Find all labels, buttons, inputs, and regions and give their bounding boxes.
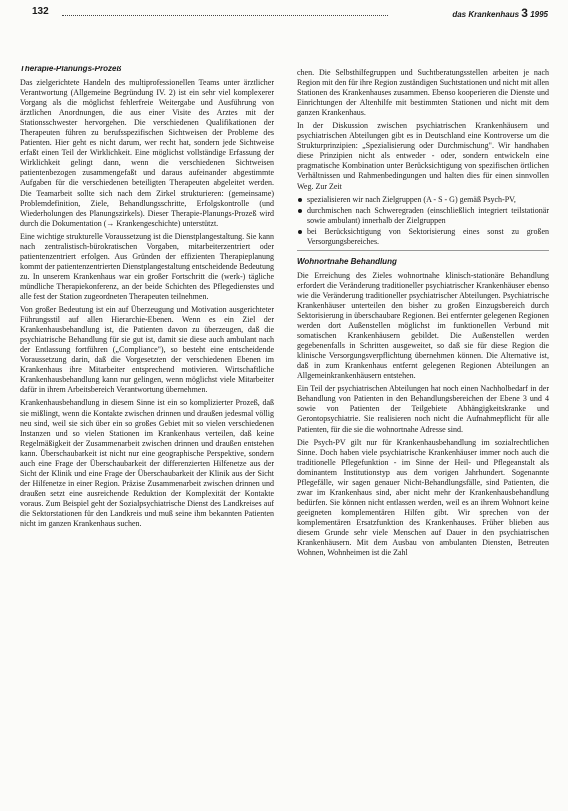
header-dotted-rule [62,15,388,16]
right-column [297,68,549,808]
body-paragraph: Krankenhausbehandlung in diesem Sinne ist ein so komplizierter Prozeß, daß sie mißlingt, wenn die Kontakte zwischen drinnen und draußen jedesmal völlig neu sind, weil sie sich über ein so großes Gebiet mit so vielen verschiedenen Instanzen und so vielen Stationen im Krankenhaus verteilen, daß keine Regelmäßigkeit der Zusammenarbeit zwischen drinnen und draußen entstehen kann. Überschaubarkeit ist nicht nur eine geographische Perspektive, sondern auch eine Frage der Überschaubarkeit der differenzierten Hilfenetze aus der Sicht der Klinik und eine Frage der Überschaubarkeit der Klinik aus der Sicht der Hilfenetze in einer Region. Präzise Zusammenarbeit zwischen drinnen und draußen setzt eine ausreichende Reduktion der Komplexität der Kontakte voraus. Zum Beispiel geht der Sozialpsychiatrische Dienst des Landkreises auf die Sektorstationen für den Landkreis und muß seine ihm bekannten Patienten nicht im ganzen Krankenhaus suchen. [20,398,274,529]
bullet-icon [298,230,302,234]
left-column [20,66,274,806]
body-paragraph: Eine wichtige strukturelle Voraussetzung ist die Dienstplangestaltung. Sie kann nach zentralistisch-bürokratischen Vorgaben, mitarbeiterzentriert oder patientenzentriert erfolgen. Aus Gründen der effizienten Therapieplanung kommt der patientenzentrierten Dienstplangestaltung entscheidende Bedeutung zu. In unserem Krankenhaus war ein großer Fortschritt die (werk-) tägliche mündliche Therapiekonferenz, an der beide Schichten des Pflegedienstes und alle fest der Station zugeordneten Therapeuten teilnehmen. [20,231,274,301]
list-item [297,227,549,247]
bullet-icon [298,209,302,213]
list-item [297,195,549,205]
list-item-text: spezialisieren wir nach Zielgruppen (A - S - G) gemäß Psych-PV, [307,194,516,204]
list-item-text: bei Berücksichtigung von Sektorisierung eines sonst zu großen Versorgungsbereiches. [307,226,549,246]
body-paragraph: In der Diskussion zwischen psychiatrischen Krankenhäusern und psychiatrischen Abteilungen gibt es in Deutschland eine Kontroverse um die Strukturprinzipien: „Spezialisierung oder Durchmischung". Wir handhaben diese Prinzipien nicht als entweder - oder, sondern entwickeln eine pragmatische Kombination unter Berücksichtigung von spezifischen örtlichen Verhältnissen und Rahmenbedingungen und halten dies für einen sinnvollen Weg. Zur Zeit [297,121,549,191]
bullet-icon [298,198,302,202]
list-item [297,206,549,226]
running-header [14,6,548,20]
bullet-list [297,195,549,247]
section-heading-therapy-planning: Therapie-Planungs-Prozeß [20,66,122,73]
body-paragraph: Von großer Bedeutung ist ein auf Überzeugung und Motivation ausgerichteter Führungsstil auf allen Hierarchie-Ebenen. Wenn es ein Ziel der Krankenhausbehandlung ist, die Patienten davon zu überzeugen, daß die psychiatrische Behandlung für sie gut ist, damit sie diese auch ambulant nach der Entlassung fortführen („Compliance"), so besteht eine entscheidende Voraussetzung darin, daß die Vorgesetzten der verschiedenen Ebenen im Krankenhaus ihre Mitarbeiter entsprechend motivieren. Wirtschaftliche Krankenhausbehandlung kann nur gelingen, wenn möglichst viele Mitarbeiter dafür in ihrem Arbeitsbereich Verantwortung übernehmen. [20,305,274,395]
journal-issue: 3 [521,6,528,20]
body-paragraph: Das zielgerichtete Handeln des multiprofessionellen Teams unter ärztlicher Verantwortung (Allgemeine Begründung IV. 2) ist ein sehr viel komplexerer Vorgang als die möglichst fehlerfreie Weitergabe und Ausführung von ärztlichen Anordnungen, die aus einer Visite des Arztes mit der Stationsschwester hervorgehen. Die verschiedenen Qualifikationen der Therapeuten führen zu berufsspezifischen Sichtweisen der Probleme des Patienten. Hier geht es nicht darum, wer recht hat, sondern jede Sichtweise erfaßt einen Teil der Wirklichkeit. Eine möglichst vollständige Erfassung der Wirklichkeit gelingt dann, wenn die verschiedenen Sichtweisen patientenbezogen zusammengefaßt und daraus aufeinander abgestimmte Aufgaben für die verschiedenen beteiligten Therapeuten abgeleitet werden. Die Teamarbeit sollte sich nach dem Zirkel strukturieren: (gemeinsame) Problemdefinition, Ziele, Behandlungsschritte, Erfolgskontrolle (und Wiederholungen des Planungszirkels). Dieser Therapie-Planungs-Prozeß wird durch die Dokumentation (→ Krankengeschichte) unterstützt. [20,78,274,228]
body-paragraph: Ein Teil der psychiatrischen Abteilungen hat noch einen Nachholbedarf in der Behandlung von Patienten in den Behandlungsbereichen der Ebene 3 und 4 sowie von Patienten der Teilgebiete Abhängigkeitskranke und Gerontopsychiatrie. Sie realisieren noch nicht die Aufnahmepflicht für alle Patienten, für die sie die wohnortnahe Adresse sind. [297,384,549,434]
journal-title [452,6,548,20]
journal-name: das Krankenhaus [452,10,520,19]
body-paragraph: chen. Die Selbsthilfegruppen und Suchtberatungsstellen arbeiten je nach Region mit den für ihre Region zuständigen Suchtstationen und nicht mit allen Stationen des Krankenhauses zusammen. Ebenso kooperieren die Dienste und Einrichtungen der Altenhilfe mit bestimmten Stationen und nicht mit dem ganzen Krankenhaus. [297,68,549,118]
body-paragraph: Die Psych-PV gilt nur für Krankenhausbehandlung im sozialrechtlichen Sinne. Doch haben viele psychiatrische Krankenhäuser immer noch auch die traditionelle Pflegefunktion - im Sinne der Heil- und Pflegeanstalt als dominantem Institutionstyp aus dem vorigen Jahrhundert. Sogenannte Pflegefälle, wir sagen genauer Nicht-Behandlungsfälle, sind Patienten, die zwar im Krankenhaus sind, aber nicht mehr der Krankenhausbehandlung bedürfen. Sie können nicht entlassen werden, weil es an ihrem Wohnort keine geeigneten komplementären Hilfen gibt. Wir sprechen von der komplementären Ersatzfunktion des Krankenhauses. Früher blieben aus diesem Grunde sehr viele Menschen auf Dauer in den psychiatrischen Krankenhäusern. Mit dem Ausbau von ambulanten Diensten, Betreuten Wohnen, Wohnheimen ist die Zahl [297,437,549,558]
section-heading-local-treatment: Wohnortnahe Behandlung [297,250,549,267]
page-number: 132 [32,6,49,17]
list-item-text: durchmischen nach Schweregraden (einschließlich integriert teilstationär sowie ambulant) innerhalb der Zielgruppen [307,205,549,225]
body-paragraph: Die Erreichung des Zieles wohnortnahe klinisch-stationäre Behandlung erfordert die Veränderung traditioneller psychiatrischer Krankenhäuser ebenso wie die Veränderung traditioneller psychiatrischer Abteilungen. Psychiatrische Krankenhäuser unterteilen den bisher zu großen Einzugsbereich durch Sektorisierung in überschaubare Regionen. Bei entfernter gelegenen Regionen werden dort Außenstellen möglichst im funktionellen Verbund mit somatischen Krankenhäusern gebildet. Die Außenstellen werden gegebenenfalls in Schritten ausgeweitet, so daß sie für diese Region die klinische Versorgungsverpflichtung übernehmen können. Die Alternative ist, daß in zum Krankenhaus entfernt gelegenen Regionen Abteilungen an Allgemeinkrankenhäusern entstehen. [297,270,549,381]
journal-year: 1995 [530,10,548,19]
